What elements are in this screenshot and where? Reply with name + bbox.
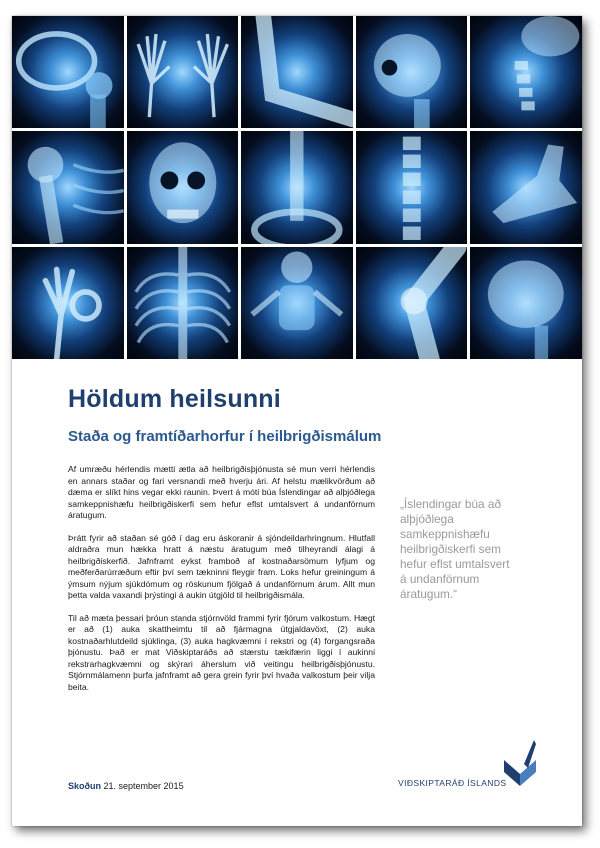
xray-hands-image [127,16,239,128]
xray-foot-image [470,131,582,243]
document-title: Höldum heilsunni [68,385,281,413]
publisher-name: VIÐSKIPTARÁÐ ÍSLANDS [398,778,507,788]
document-subtitle: Staða og framtíðarhorfur í heilbrigðismálum [68,428,382,445]
pull-quote: „Íslendingar búa að alþjóðlega samkeppnishæfu heilbrigðiskerfi sem hefur eflst umtalsvert á undanförnum áratugum.“ [400,497,510,601]
xray-skull-side-image [356,16,468,128]
body-text [68,464,375,704]
xray-spine-image [356,131,468,243]
paragraph: Þrátt fyrir að staðan sé góð í dag eru áskoranir á sjóndeildarhringnum. Hlutfall aldraðra mun hækka hratt á næstu áratugum með tilheyrandi álagi á heilbrigðiskerfið. Jafnframt eykst framboð af kostnaðarsömum lyfjum og meðferðarúrræðum eftir því sem tækninni fleygir fram. Loks hefur greiningum á ýmsum nýjum sjúkdómum og röskunum fjölgað á undanförnum árum. Allt mun þetta valda vaxandi þrýstingi á aukin útgjöld til heilbrigðismála. [68,532,375,600]
footer-dateline [68,781,184,791]
vi-logo-icon [502,738,538,786]
xray-neck-image [470,16,582,128]
document-page [12,16,582,826]
xray-image-grid [12,16,582,359]
xray-skull-front-image [127,131,239,243]
paragraph: Af umræðu hérlendis mætti ætla að heilbrigðisþjónusta sé mun verri hérlendis en annars staðar og fari versnandi með hverju ári. Af helstu mælikvörðum að dæma er slíkt hins vegar ekki raunin. Þvert á móti búa Íslendingar að alþjóðlega samkeppnishæfu heilbrigðiskerfi sem hefur eflst umtalsvert á undanförnum áratugum. [68,464,375,520]
xray-child-skull-image [470,247,582,359]
publication-date: 21. september 2015 [103,781,184,791]
xray-shoulder-image [12,131,124,243]
xray-knee-image [356,247,468,359]
xray-abdomen-image [241,131,353,243]
xray-hand-ok-image [12,247,124,359]
paragraph: Til að mæta þessari þróun standa stjórnvöld frammi fyrir fjórum valkostum. Hægt er að (1) auka skattheimtu til að fjármagna útgjaldavöxt, (2) auka kostnaðarhlutdeild sjúklinga, (3) auka hagkvæmni í rekstri og (4) forgangsraða þjónustu. Það er mat Viðskiptaráðs að stærstu tækifærin liggi í aukinni rekstrarhagkvæmni og skýrari áherslum við veitingu heilbrigðisþjónustu. Stjórnmálamenn þurfa jafnframt að gera grein fyrir því hvaða valkostum þeir vilja beita. [68,612,375,692]
xray-elbow-image [241,16,353,128]
series-label: Skoðun [68,781,101,791]
xray-chest-image [127,247,239,359]
xray-pelvis-image [12,16,124,128]
xray-child-image [241,247,353,359]
